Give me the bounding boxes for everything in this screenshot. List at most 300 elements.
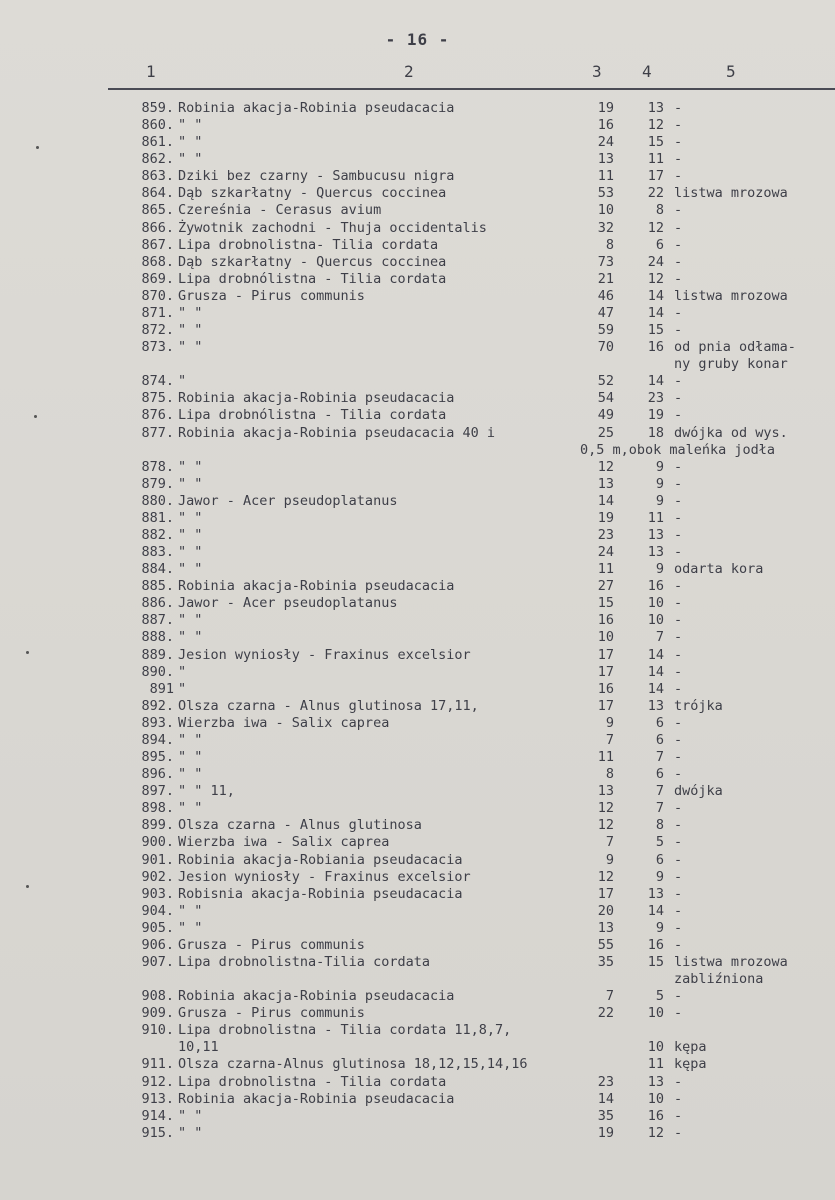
remarks: -	[674, 373, 683, 390]
column-header-5: 5	[726, 62, 736, 81]
remarks: -	[674, 936, 683, 953]
species-name: Grusza - Pirus communis	[178, 287, 365, 304]
table-row	[0, 202, 835, 219]
height-value: 10	[647, 1039, 664, 1056]
remarks: kępa	[674, 1056, 707, 1073]
remarks: -	[674, 509, 683, 526]
table-row	[0, 800, 835, 817]
remarks: -	[674, 219, 683, 236]
species-name: " "	[178, 117, 203, 134]
height-value: 13	[647, 100, 664, 116]
circumference-value: 11	[597, 561, 614, 578]
height-value: 7	[655, 749, 664, 766]
remarks: -	[674, 544, 683, 561]
circumference-value: 14	[597, 492, 614, 509]
circumference-value: 16	[597, 117, 614, 134]
circumference-value: 17	[597, 885, 614, 902]
species-name: "	[178, 373, 187, 390]
table-row	[0, 612, 835, 629]
remarks: -	[674, 1005, 683, 1022]
row-number: 875.	[141, 390, 174, 407]
height-value: 10	[647, 595, 664, 612]
height-value: 24	[647, 253, 664, 270]
circumference-value: 24	[597, 544, 614, 561]
row-number: 873.	[141, 339, 174, 356]
circumference-value: 9	[605, 714, 614, 731]
circumference-value: 15	[597, 595, 614, 612]
height-value: 22	[647, 185, 664, 202]
remarks: dwójka od wys.	[674, 424, 788, 441]
table-row	[0, 373, 835, 390]
circumference-value: 25	[597, 424, 614, 441]
circumference-value: 7	[605, 731, 614, 748]
row-number: 879.	[141, 475, 174, 492]
remarks: -	[674, 1107, 683, 1124]
row-number: 913.	[141, 1090, 174, 1107]
circumference-value: 52	[597, 373, 614, 390]
circumference-value: 13	[597, 919, 614, 936]
remarks: -	[674, 988, 683, 1005]
table-row	[0, 544, 835, 561]
species-name: "	[178, 680, 187, 697]
remarks: -	[674, 1090, 683, 1107]
height-value: 15	[647, 134, 664, 151]
circumference-value: 19	[597, 509, 614, 526]
remarks: ny gruby konar	[674, 356, 788, 373]
remarks: -	[674, 304, 683, 321]
remarks: -	[674, 731, 683, 748]
circumference-value: 16	[597, 680, 614, 697]
remarks: zabliźniona	[674, 971, 764, 988]
table-row	[0, 237, 835, 254]
remarks: -	[674, 834, 683, 851]
species-name: " "	[178, 544, 203, 561]
remarks: -	[674, 919, 683, 936]
table-row	[0, 869, 835, 886]
height-value: 15	[647, 322, 664, 339]
row-number: 888.	[141, 629, 174, 646]
species-name: " "	[178, 902, 203, 919]
table-row	[0, 1056, 835, 1073]
remarks: -	[674, 629, 683, 646]
remarks: -	[674, 134, 683, 151]
remarks: -	[674, 817, 683, 834]
height-value: 9	[655, 919, 664, 936]
table-row	[0, 254, 835, 271]
row-number: 889.	[141, 646, 174, 663]
circumference-value: 47	[597, 304, 614, 321]
circumference-value: 11	[597, 168, 614, 185]
circumference-value: 12	[597, 458, 614, 475]
row-number: 915.	[141, 1124, 174, 1141]
header-rule	[108, 88, 835, 90]
height-value: 7	[655, 783, 664, 800]
table-row	[0, 1022, 835, 1039]
circumference-value: 55	[597, 936, 614, 953]
species-name: Robinia akacja-Robinia pseudacacia	[178, 578, 455, 595]
table-row	[0, 510, 835, 527]
table-row	[0, 271, 835, 288]
remarks: -	[674, 1124, 683, 1141]
row-number: 869.	[141, 270, 174, 287]
row-number: 900.	[141, 834, 174, 851]
row-number: 893.	[141, 714, 174, 731]
remarks: -	[674, 390, 683, 407]
table-row	[0, 578, 835, 595]
species-name: " "	[178, 1107, 203, 1124]
remarks: -	[674, 902, 683, 919]
height-value: 11	[647, 509, 664, 526]
table-row	[0, 1039, 835, 1056]
table-row	[0, 715, 835, 732]
height-value: 12	[647, 1124, 664, 1141]
species-name: Lipa drobnolistna - Tilia cordata 11,8,7,	[178, 1022, 512, 1039]
remarks: -	[674, 253, 683, 270]
species-name: Olsza czarna-Alnus glutinosa 18,12,15,14,16	[178, 1056, 528, 1073]
species-name: Robinia akacja-Robinia pseudacacia	[178, 100, 455, 116]
species-name: Lipa drobnólistna - Tilia cordata	[178, 270, 447, 287]
height-value: 10	[647, 1090, 664, 1107]
circumference-value: 35	[597, 1107, 614, 1124]
row-number: 890.	[141, 663, 174, 680]
table-row	[0, 168, 835, 185]
row-number: 887.	[141, 612, 174, 629]
remarks: -	[674, 151, 683, 168]
row-number: 896.	[141, 766, 174, 783]
species-name: Żywotnik zachodni - Thuja occidentalis	[178, 219, 487, 236]
species-name: " "	[178, 749, 203, 766]
row-number: 894.	[141, 731, 174, 748]
row-number: 907.	[141, 954, 174, 970]
row-number: 886.	[141, 595, 174, 612]
species-name: " "	[178, 339, 203, 356]
table-row	[0, 698, 835, 715]
species-name: Lipa drobnolistna - Tilia cordata	[178, 1073, 447, 1090]
remarks: listwa mrozowa	[674, 954, 788, 970]
circumference-value: 53	[597, 185, 614, 202]
species-name: Dąb szkarłatny - Quercus coccinea	[178, 253, 447, 270]
species-name: " "	[178, 304, 203, 321]
table-row	[0, 1074, 835, 1091]
species-name: " "	[178, 509, 203, 526]
height-value: 7	[655, 800, 664, 817]
height-value: 14	[647, 680, 664, 697]
species-name: Jesion wyniosły - Fraxinus excelsior	[178, 646, 471, 663]
species-name: Lipa drobnólistna - Tilia cordata	[178, 407, 447, 424]
table-row	[0, 100, 835, 117]
height-value: 7	[655, 629, 664, 646]
table-row	[0, 390, 835, 407]
height-value: 17	[647, 168, 664, 185]
table-row	[0, 339, 835, 356]
table-row	[0, 185, 835, 202]
table-row	[0, 407, 835, 424]
height-value: 9	[655, 475, 664, 492]
row-number: 859.	[141, 100, 174, 116]
row-number: 882.	[141, 527, 174, 543]
table-row	[0, 117, 835, 134]
column-header-4: 4	[642, 62, 652, 81]
circumference-value: 12	[597, 868, 614, 885]
height-value: 14	[647, 304, 664, 321]
species-name: Robinia akacja-Robinia pseudacacia	[178, 390, 455, 407]
height-value: 10	[647, 1005, 664, 1022]
remarks: -	[674, 868, 683, 885]
table-row	[0, 732, 835, 749]
height-value: 12	[647, 270, 664, 287]
circumference-value: 32	[597, 219, 614, 236]
row-number: 866.	[141, 219, 174, 236]
species-name: Robinia akacja-Robiania pseudacacia	[178, 851, 463, 868]
row-number: 867.	[141, 236, 174, 253]
table-row	[0, 1005, 835, 1022]
remarks: -	[674, 663, 683, 680]
species-name: " "	[178, 475, 203, 492]
remarks: odarta kora	[674, 561, 764, 578]
table-row	[0, 561, 835, 578]
remarks: -	[674, 117, 683, 134]
species-name: Olsza czarna - Alnus glutinosa	[178, 817, 422, 834]
remarks: -	[674, 800, 683, 817]
table-row	[0, 886, 835, 903]
table-row	[0, 937, 835, 954]
table-row	[0, 305, 835, 322]
circumference-value: 17	[597, 646, 614, 663]
table-row	[0, 476, 835, 493]
height-value: 6	[655, 236, 664, 253]
page-number: - 16 -	[385, 30, 450, 49]
row-number: 865.	[141, 202, 174, 219]
circumference-value: 9	[605, 851, 614, 868]
circumference-value: 59	[597, 322, 614, 339]
species-name: Lipa drobnolistna- Tilia cordata	[178, 236, 439, 253]
circumference-value: 12	[597, 817, 614, 834]
height-value: 9	[655, 458, 664, 475]
remarks: listwa mrozowa	[674, 287, 788, 304]
remarks: -	[674, 527, 683, 543]
remarks: -	[674, 885, 683, 902]
table-row	[0, 527, 835, 544]
circumference-value: 20	[597, 902, 614, 919]
circumference-value: 8	[605, 766, 614, 783]
row-number: 881.	[141, 509, 174, 526]
table-row	[0, 903, 835, 920]
species-name: Olsza czarna - Alnus glutinosa 17,11,	[178, 697, 479, 714]
species-name: Robinia akacja-Robinia pseudacacia	[178, 1090, 455, 1107]
height-value: 16	[647, 1107, 664, 1124]
height-value: 23	[647, 390, 664, 407]
species-name: Robinia akacja-Robinia pseudacacia 40 i	[178, 424, 495, 441]
row-number: 868.	[141, 253, 174, 270]
remarks: -	[674, 168, 683, 185]
row-number: 897.	[141, 783, 174, 800]
row-number: 891	[149, 680, 174, 697]
species-name: Dąb szkarłatny - Quercus coccinea	[178, 185, 447, 202]
circumference-value: 35	[597, 954, 614, 970]
remarks: dwójka	[674, 783, 723, 800]
height-value: 14	[647, 902, 664, 919]
row-number: 905.	[141, 919, 174, 936]
row-number: 898.	[141, 800, 174, 817]
table-row	[0, 288, 835, 305]
height-value: 12	[647, 117, 664, 134]
circumference-value: 23	[597, 1073, 614, 1090]
height-value: 13	[647, 527, 664, 543]
row-number: 908.	[141, 988, 174, 1005]
continuation-note: 0,5 m,obok maleńka jodła	[580, 441, 776, 458]
row-number: 876.	[141, 407, 174, 424]
species-name: 10,11	[178, 1039, 219, 1056]
circumference-value: 21	[597, 270, 614, 287]
row-number: 892.	[141, 697, 174, 714]
circumference-value: 10	[597, 629, 614, 646]
species-name: " "	[178, 612, 203, 629]
table-row	[0, 442, 835, 459]
row-number: 912.	[141, 1073, 174, 1090]
remarks: -	[674, 646, 683, 663]
row-number: 911.	[141, 1056, 174, 1073]
table-row	[0, 988, 835, 1005]
circumference-value: 11	[597, 749, 614, 766]
row-number: 861.	[141, 134, 174, 151]
row-number: 909.	[141, 1005, 174, 1022]
species-name: "	[178, 663, 187, 680]
height-value: 8	[655, 817, 664, 834]
species-name: " "	[178, 919, 203, 936]
height-value: 11	[647, 1056, 664, 1073]
height-value: 16	[647, 936, 664, 953]
height-value: 16	[647, 339, 664, 356]
circumference-value: 27	[597, 578, 614, 595]
species-name: Wierzba iwa - Salix caprea	[178, 834, 390, 851]
row-number: 880.	[141, 492, 174, 509]
height-value: 16	[647, 578, 664, 595]
species-name: " "	[178, 151, 203, 168]
row-number: 863.	[141, 168, 174, 185]
species-name: " "	[178, 561, 203, 578]
species-name: Dziki bez czarny - Sambucusu nigra	[178, 168, 455, 185]
table-row	[0, 681, 835, 698]
row-number: 914.	[141, 1107, 174, 1124]
circumference-value: 16	[597, 612, 614, 629]
table-row	[0, 647, 835, 664]
height-value: 14	[647, 663, 664, 680]
species-name: " "	[178, 458, 203, 475]
circumference-value: 46	[597, 287, 614, 304]
remarks: -	[674, 202, 683, 219]
remarks: -	[674, 680, 683, 697]
remarks: -	[674, 595, 683, 612]
circumference-value: 19	[597, 100, 614, 116]
row-number: 870.	[141, 287, 174, 304]
circumference-value: 13	[597, 151, 614, 168]
remarks: -	[674, 475, 683, 492]
species-name: Robinia akacja-Robinia pseudacacia	[178, 988, 455, 1005]
remarks: -	[674, 749, 683, 766]
table-row	[0, 954, 835, 971]
circumference-value: 8	[605, 236, 614, 253]
species-name: " "	[178, 527, 203, 543]
row-number: 884.	[141, 561, 174, 578]
height-value: 5	[655, 834, 664, 851]
row-number: 895.	[141, 749, 174, 766]
table-row	[0, 493, 835, 510]
column-header-1: 1	[146, 62, 156, 81]
row-number: 877.	[141, 424, 174, 441]
circumference-value: 22	[597, 1005, 614, 1022]
height-value: 14	[647, 287, 664, 304]
table-row	[0, 817, 835, 834]
remarks: -	[674, 766, 683, 783]
table-row	[0, 1091, 835, 1108]
height-value: 14	[647, 373, 664, 390]
row-number: 904.	[141, 902, 174, 919]
height-value: 6	[655, 851, 664, 868]
height-value: 14	[647, 646, 664, 663]
remarks: -	[674, 578, 683, 595]
row-number: 860.	[141, 117, 174, 134]
species-name: Robisnia akacja-Robinia pseudacacia	[178, 885, 463, 902]
remarks: od pnia odłama-	[674, 339, 796, 356]
table-row	[0, 664, 835, 681]
circumference-value: 54	[597, 390, 614, 407]
table-row	[0, 1125, 835, 1142]
species-name: " "	[178, 800, 203, 817]
remarks: -	[674, 458, 683, 475]
circumference-value: 7	[605, 988, 614, 1005]
row-number: 901.	[141, 851, 174, 868]
row-number: 874.	[141, 373, 174, 390]
row-number: 872.	[141, 322, 174, 339]
circumference-value: 13	[597, 783, 614, 800]
table-row	[0, 134, 835, 151]
table-row	[0, 425, 835, 442]
table-row	[0, 749, 835, 766]
species-name: " "	[178, 629, 203, 646]
table-row	[0, 629, 835, 646]
remarks: -	[674, 270, 683, 287]
height-value: 10	[647, 612, 664, 629]
circumference-value: 17	[597, 697, 614, 714]
height-value: 15	[647, 954, 664, 970]
height-value: 9	[655, 868, 664, 885]
row-number: 910.	[141, 1022, 174, 1039]
table-row	[0, 356, 835, 373]
species-name: " "	[178, 766, 203, 783]
table-row	[0, 1108, 835, 1125]
remarks: -	[674, 100, 683, 116]
circumference-value: 73	[597, 253, 614, 270]
remarks: -	[674, 612, 683, 629]
table-row	[0, 220, 835, 237]
row-number: 899.	[141, 817, 174, 834]
circumference-value: 12	[597, 800, 614, 817]
remarks: -	[674, 236, 683, 253]
table-row	[0, 595, 835, 612]
row-number: 878.	[141, 458, 174, 475]
circumference-value: 13	[597, 475, 614, 492]
species-name: Grusza - Pirus communis	[178, 1005, 365, 1022]
height-value: 13	[647, 885, 664, 902]
circumference-value: 23	[597, 527, 614, 543]
height-value: 19	[647, 407, 664, 424]
remarks: -	[674, 322, 683, 339]
circumference-value: 10	[597, 202, 614, 219]
species-name: Jesion wyniosły - Fraxinus excelsior	[178, 868, 471, 885]
table-row	[0, 852, 835, 869]
height-value: 6	[655, 731, 664, 748]
species-name: " "	[178, 322, 203, 339]
